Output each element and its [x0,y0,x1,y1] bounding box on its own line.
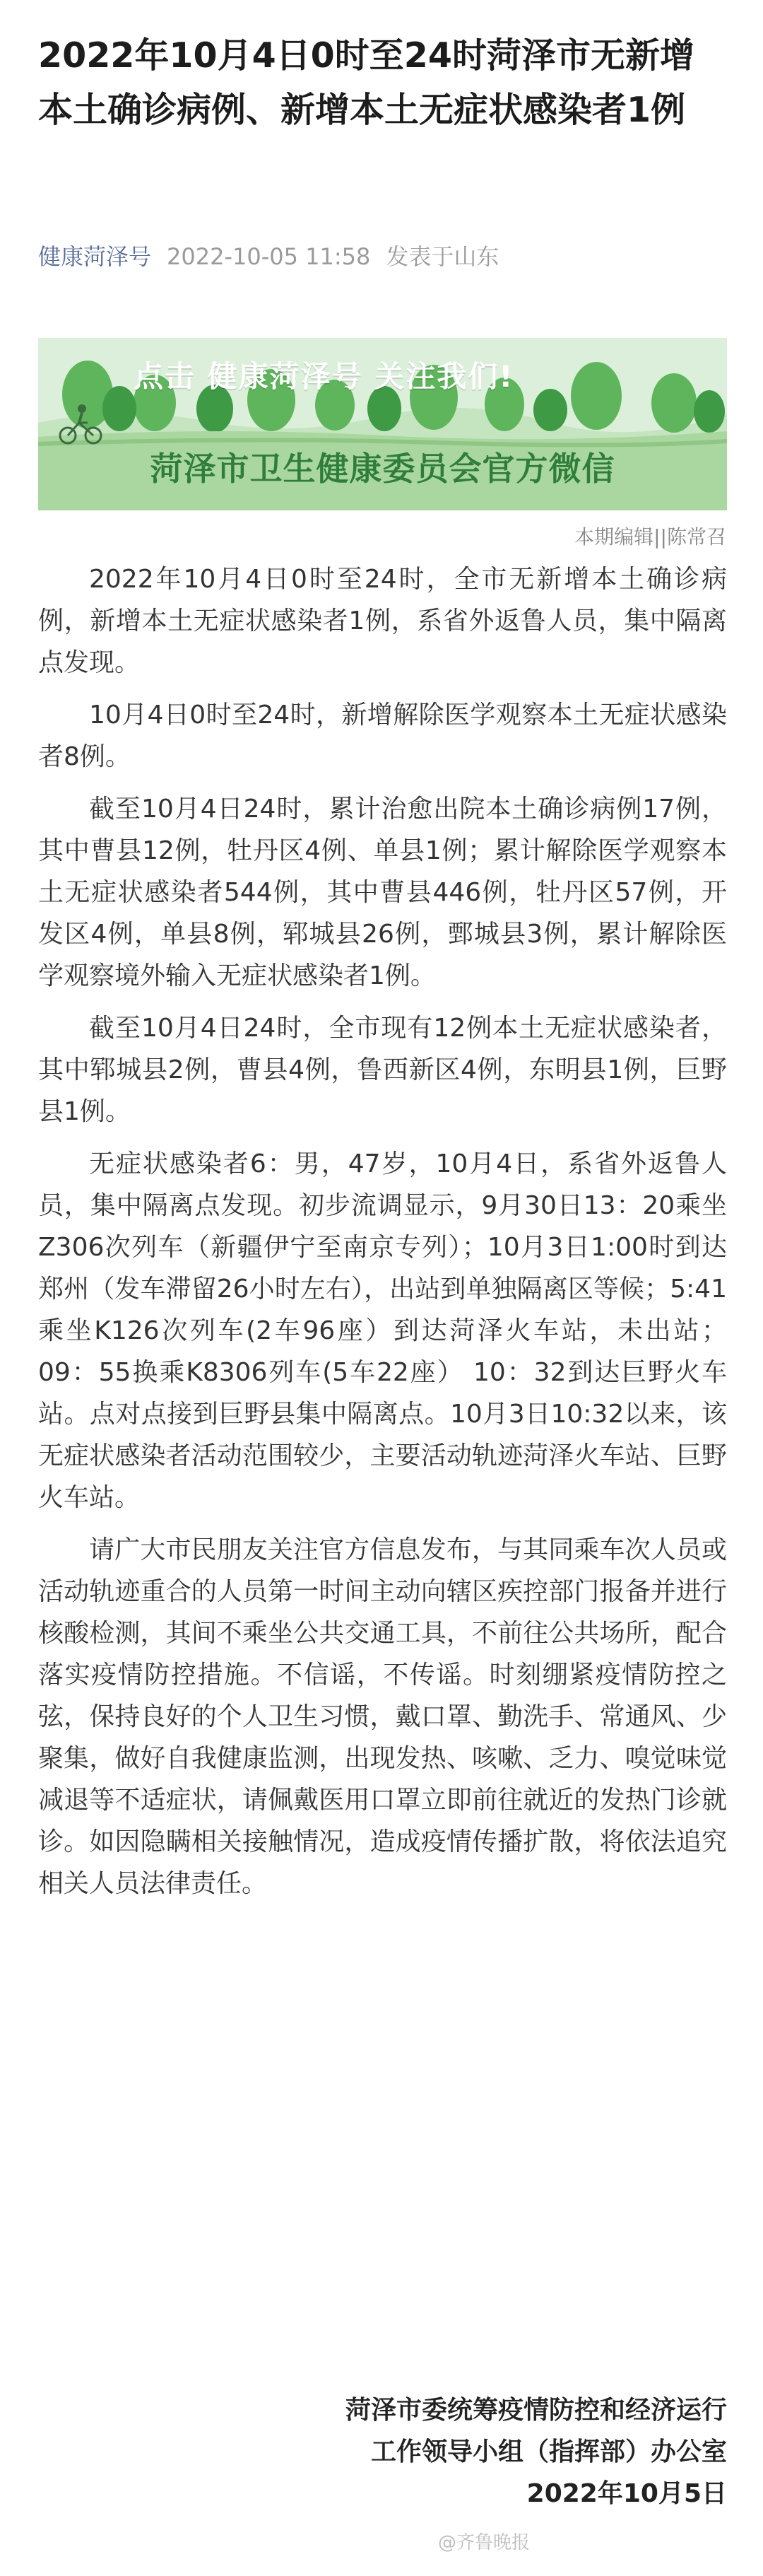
source-watermark: @齐鲁晚报 [437,2532,530,2553]
publish-location: 发表于山东 [386,243,499,270]
banner-official-account-text: 菏泽市卫生健康委员会官方微信 [150,450,615,488]
signature-line-2: 工作领导小组（指挥部）办公室 [370,2437,727,2466]
editor-note: 本期编辑||陈常召 [574,525,726,549]
paragraph: 截至10月4日24时，全市现有12例本土无症状感染者，其中郓城县2例，曹县4例，鲁西新区4例，东明县1例，巨野县1例。 [38,1014,727,1126]
signature-block [38,2389,727,2514]
paragraph: 10月4日0时至24时，新增解除医学观察本土无症状感染者8例。 [38,701,727,771]
paragraph: 2022年10月4日0时至24时，全市无新增本土确诊病例，新增本土无症状感染者1例，系省外返鲁人员，集中隔离点发现。 [38,565,727,677]
follow-banner-image[interactable] [38,338,727,510]
publish-datetime: 2022-10-05 11:58 [167,243,371,270]
article-body [38,558,727,1915]
paragraph: 请广大市民朋友关注官方信息发布，与其同乘车次人员或活动轨迹重合的人员第一时间主动向辖区疾控部门报备并进行核酸检测，其间不乘坐公共交通工具，不前往公共场所，配合落实疫情防控措施。不信谣，不传谣。时刻绷紧疫情防控之弦，保持良好的个人卫生习惯，戴口罩、勤洗手、常通风、少聚集，做好自我健康监测，出现发热、咳嗽、乏力、嗅觉味觉减退等不适症状，请佩戴医用口罩立即前往就近的发热门诊就诊。如因隐瞒相关接触情况，造成疫情传播扩散，将依法追究相关人员法律责任。 [38,1535,727,1898]
banner-follow-text: 点击 健康菏泽号 关注我们! [134,359,514,394]
account-name-link[interactable]: 健康菏泽号 [38,243,152,270]
signature-line-1: 菏泽市委统筹疫情防控和经济运行 [345,2396,727,2425]
article-meta [38,239,731,274]
article-title: 2022年10月4日0时至24时菏泽市无新增本土确诊病例、新增本土无症状感染者1例 [38,35,694,130]
paragraph: 截至10月4日24时，累计治愈出院本土确诊病例17例，其中曹县12例，牡丹区4例、单县1例；累计解除医学观察本土无症状感染者544例，其中曹县446例，牡丹区57例，开发区4例，单县8例，郓城县26例，鄄城县3例，累计解除医学观察境外输入无症状感染者1例。 [38,795,727,990]
signature-date: 2022年10月5日 [526,2479,727,2508]
paragraph: 无症状感染者6：男，47岁，10月4日，系省外返鲁人员，集中隔离点发现。初步流调显示，9月30日13：20乘坐Z306次列车（新疆伊宁至南京专列）；10月3日1:00时到达郑州（发车滞留26小时左右），出站到单独隔离区等候；5:41乘坐K126次列车(2车96座）到达菏泽火车站，未出站；09：55换乘K8306列车(5车22座） 10：32到达巨野火车站。点对点接到巨野县集中隔离点。10月3日10:32以来，该无症状感染者活动范围较少，主要活动轨迹菏泽火车站、巨野火车站。 [38,1149,727,1512]
